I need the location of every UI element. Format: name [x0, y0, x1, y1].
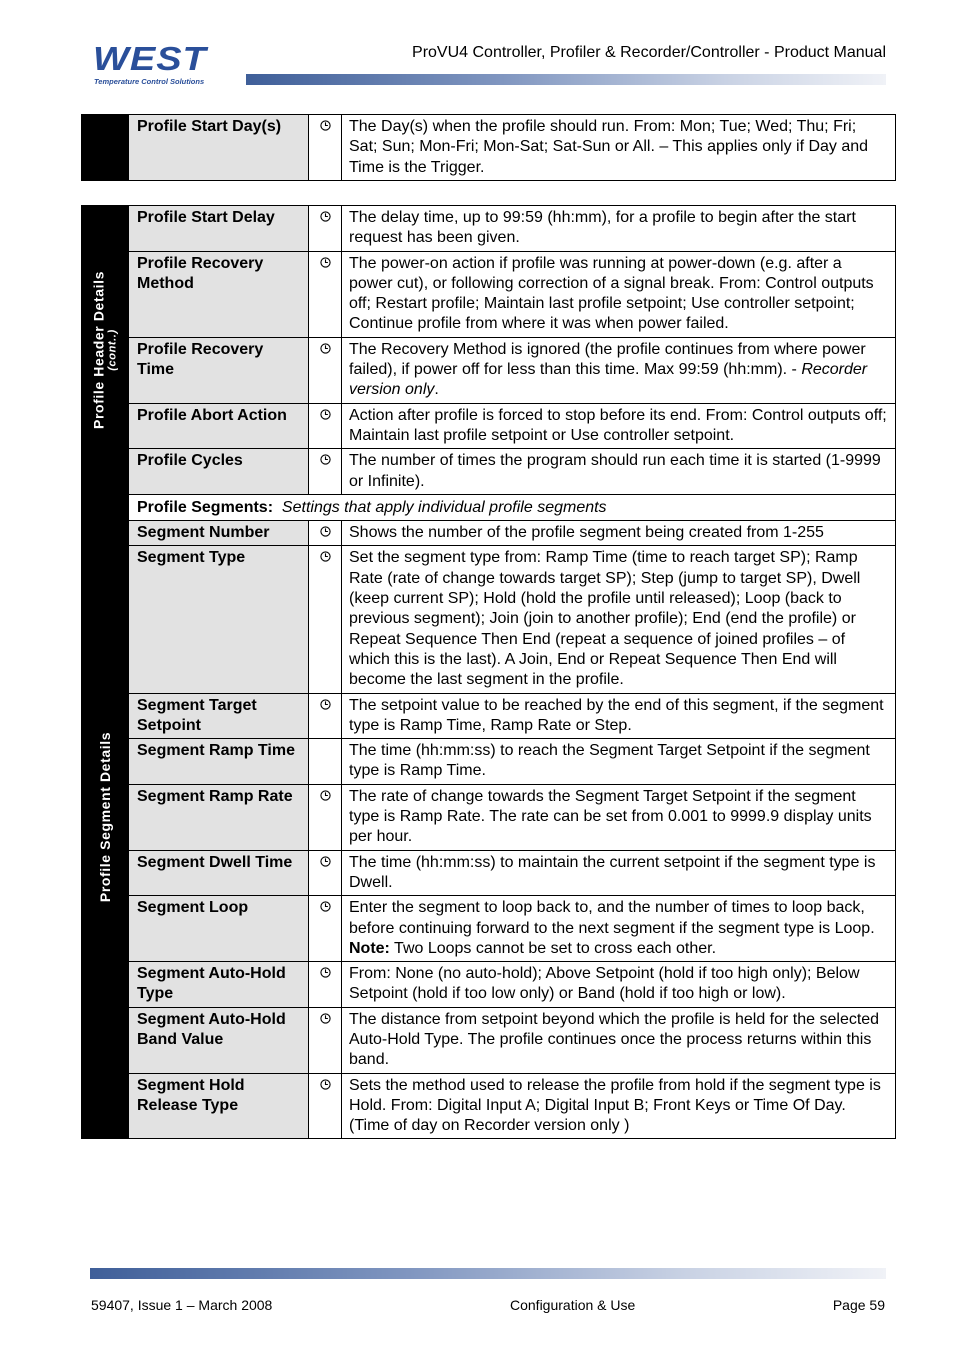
segment-section-title-row	[82, 494, 896, 520]
parameter-row	[82, 962, 896, 1008]
parameter-row	[82, 784, 896, 850]
side-label-sublabel: (cont..)	[106, 329, 119, 371]
icon-cell	[309, 251, 342, 337]
parameter-description	[342, 546, 896, 693]
description-text: The Recovery Method is ignored (the profile continues from where power failed), if power off for less than this time. Max 99:59 (hh:mm). -	[349, 340, 866, 379]
parameter-name: Segment Ramp Time	[129, 739, 309, 785]
parameter-description	[342, 449, 896, 495]
icon-cell	[309, 521, 342, 546]
footer-page-number: Page 59	[832, 1297, 885, 1313]
profile-header-details-bar-label	[91, 271, 120, 429]
clock-icon	[320, 787, 331, 798]
parameter-name: Segment Number	[129, 521, 309, 546]
profile-segment-details-bar-label	[97, 732, 113, 902]
icon-cell	[309, 1007, 342, 1073]
parameter-name: Segment Target Setpoint	[129, 693, 309, 739]
description-text: The rate of change towards the Segment Target Setpoint if the segment type is Ramp Rate. The rate can be set from 0.001 to 9999.9 display units per hour.	[349, 787, 872, 846]
document-title: ProVU4 Controller, Profiler & Recorder/Controller - Product Manual	[412, 44, 886, 61]
parameter-description	[342, 251, 896, 337]
icon-cell	[309, 962, 342, 1008]
parameter-description	[342, 693, 896, 739]
description-text: Shows the number of the profile segment being created from 1-255	[349, 524, 824, 542]
parameter-row	[82, 1007, 896, 1073]
segment-section-subtitle: Settings that apply individual profile segments	[281, 498, 607, 516]
clock-icon	[320, 406, 331, 417]
clock-icon	[320, 254, 331, 265]
parameter-row	[82, 449, 896, 495]
description-text: The number of times the program should run each time it is started (1-9999 or Infinite).	[349, 452, 881, 490]
parameter-name: Segment Ramp Rate	[129, 784, 309, 850]
description-text: The delay time, up to 99:59 (hh:mm), for a profile to begin after the start request has been given.	[349, 209, 856, 247]
icon-cell	[309, 206, 342, 252]
icon-cell	[309, 739, 342, 785]
clock-icon	[320, 696, 331, 707]
parameter-row	[82, 739, 896, 785]
clock-icon	[320, 208, 331, 219]
description-text: Enter the segment to loop back to, and the number of times to loop back, before continuing forward to the next segment if the segment type is Loop.	[349, 899, 875, 937]
parameter-name: Segment Hold Release Type	[129, 1073, 309, 1139]
icon-cell	[309, 784, 342, 850]
segment-section-title	[129, 494, 896, 520]
parameter-description	[342, 739, 896, 785]
description-text-continued: Two Loops cannot be set to cross each other.	[389, 939, 717, 957]
logo-tagline: Temperature Control Solutions	[94, 77, 205, 86]
parameter-description	[342, 962, 896, 1008]
parameter-name: Profile Abort Action	[129, 403, 309, 449]
clock-icon	[320, 1076, 331, 1087]
icon-cell	[309, 896, 342, 962]
parameter-name: Profile Start Day(s)	[129, 115, 309, 181]
west-logo	[93, 41, 243, 90]
parameter-row	[82, 850, 896, 896]
side-label-text: Profile Header Details	[90, 270, 107, 429]
description-text: Set the segment type from: Ramp Time (time to reach target SP); Ramp Rate (rate of change towards target SP); Step (jump to target SP), Dwell (keep current SP); Hold (hold the profile until released); Loop (back to previous segment); Join (join to another profile); End (end the profile) or Repeat Sequence Then End (repeat a sequence of joined profiles – of which this is the last). A Join, End or Repeat Sequence Then End will become the last segment in the profile.	[349, 549, 861, 689]
parameter-name: Segment Type	[129, 546, 309, 693]
parameter-name: Segment Auto-Hold Band Value	[129, 1007, 309, 1073]
parameter-row	[82, 896, 896, 962]
clock-icon	[320, 898, 331, 909]
footer-gradient-bar	[90, 1268, 886, 1279]
description-text: The power-on action if profile was running at power-down (e.g. after a power cut), or following correction of a signal break. From: Control outputs off; Restart profile; Maintain last profile setpoint; Use controller setpoint; Continue profile from where it was when power failed.	[349, 254, 874, 333]
icon-cell	[309, 449, 342, 495]
description-text: Sets the method used to release the profile from hold if the segment type is Hold. From: Digital Input A; Digital Input B; Front Keys or Time Of Day. (Time of day on Recorder version only )	[349, 1076, 881, 1135]
icon-cell	[309, 1073, 342, 1139]
parameter-description	[342, 784, 896, 850]
parameter-description	[342, 1073, 896, 1139]
clock-icon	[320, 451, 331, 462]
parameter-name: Segment Loop	[129, 896, 309, 962]
parameter-description	[342, 115, 896, 181]
parameter-row	[82, 1073, 896, 1139]
side-label-text: Profile Segment Details	[97, 731, 113, 902]
icon-cell	[309, 403, 342, 449]
description-text-continued: .	[434, 381, 439, 399]
description-text: The time (hh:mm:ss) to maintain the current setpoint if the segment type is Dwell.	[349, 853, 876, 891]
profile-header-details-bar	[82, 206, 129, 495]
parameter-row	[82, 521, 896, 546]
clock-icon	[320, 340, 331, 351]
clock-icon	[320, 117, 331, 128]
description-text: The setpoint value to be reached by the end of this segment, if the segment type is Ramp Time, Ramp Rate or Step.	[349, 696, 884, 734]
parameter-name: Profile Cycles	[129, 449, 309, 495]
description-text: The Day(s) when the profile should run. From: Mon; Tue; Wed; Thu; Fri; Sat; Sun; Mon-Fri; Mon-Sat; Sat-Sun or All. – This applies only if Day and Time is the Trigger.	[349, 118, 869, 176]
description-text: The time (hh:mm:ss) to reach the Segment Target Setpoint if the segment type is Ramp Time.	[349, 742, 870, 780]
parameter-name: Profile Recovery Method	[129, 251, 309, 337]
description-note-label: Note:	[349, 939, 390, 957]
clock-icon	[320, 964, 331, 975]
parameter-row	[82, 337, 896, 403]
parameter-description	[342, 521, 896, 546]
description-text: The distance from setpoint beyond which the profile is held for the selected Auto-Hold Type. The profile continues once the process returns within this band.	[349, 1010, 880, 1069]
footer-doc-ref: 59407, Issue 1 – March 2008	[91, 1297, 273, 1313]
icon-cell	[309, 850, 342, 896]
clock-icon	[320, 548, 331, 559]
parameter-table-1-body	[82, 115, 896, 181]
description-emphasis: Recorder version only	[349, 361, 868, 399]
parameter-description	[342, 337, 896, 403]
parameter-name: Profile Recovery Time	[129, 337, 309, 403]
description-text: From: None (no auto-hold); Above Setpoint (hold if too high only); Below Setpoint (hold if too low only) or Band (hold if too high or low).	[349, 965, 860, 1003]
parameter-row	[82, 403, 896, 449]
parameter-name: Segment Dwell Time	[129, 850, 309, 896]
parameter-row	[82, 251, 896, 337]
clock-icon	[320, 1010, 331, 1021]
parameter-description	[342, 896, 896, 962]
parameter-row	[82, 115, 896, 181]
parameter-row	[82, 206, 896, 252]
segment-section-heading: Profile Segments:	[137, 498, 274, 516]
parameter-table-2	[81, 205, 896, 1139]
parameter-description	[342, 206, 896, 252]
clock-icon	[320, 523, 331, 534]
parameter-row	[82, 693, 896, 739]
clock-icon	[320, 853, 331, 864]
parameter-table-1	[81, 114, 896, 181]
parameter-row	[82, 546, 896, 693]
description-text: Action after profile is forced to stop before its end. From: Control outputs off; Maintain last profile setpoint or Use controller setpoint.	[349, 406, 887, 444]
logo-wordmark: WEST	[93, 41, 207, 79]
parameter-description	[342, 403, 896, 449]
footer-section: Configuration & Use	[510, 1297, 636, 1313]
parameter-table-2-body	[82, 206, 896, 1139]
header-gradient-bar	[246, 74, 886, 85]
icon-cell	[309, 693, 342, 739]
section-side-bar	[82, 115, 129, 181]
icon-cell	[309, 337, 342, 403]
icon-cell	[309, 546, 342, 693]
parameter-description	[342, 1007, 896, 1073]
parameter-description	[342, 850, 896, 896]
parameter-name: Segment Auto-Hold Type	[129, 962, 309, 1008]
parameter-name: Profile Start Delay	[129, 206, 309, 252]
profile-segment-details-bar	[82, 494, 129, 1139]
icon-cell	[309, 115, 342, 181]
